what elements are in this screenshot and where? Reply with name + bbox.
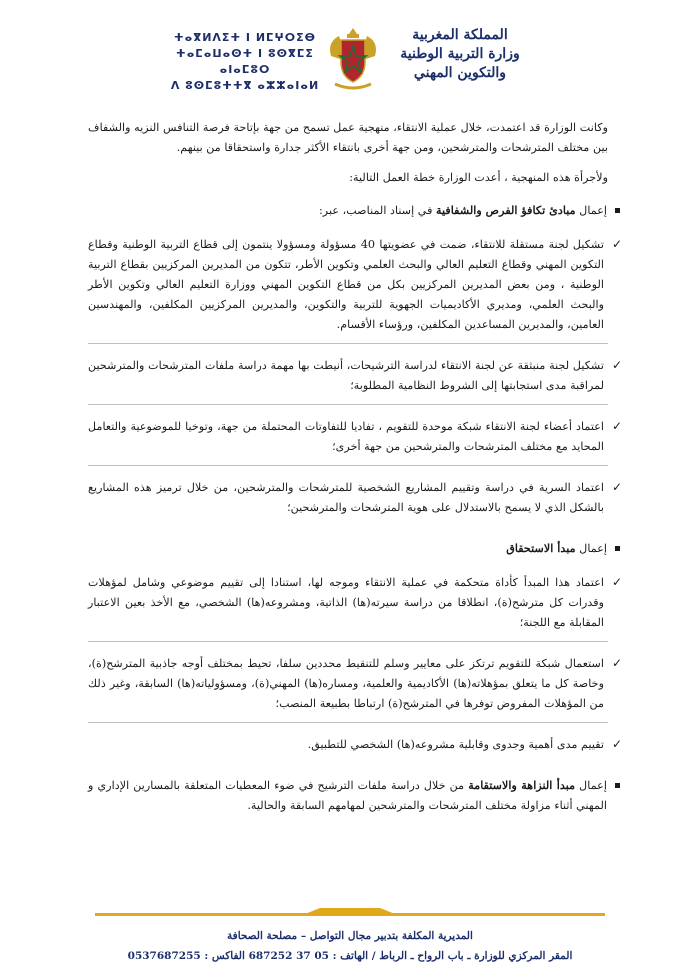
ministry-name: وزارة التربية الوطنية: [400, 46, 520, 62]
principle-heading: [88, 200, 608, 221]
kingdom-name: المملكة المغربية: [412, 27, 508, 43]
principle-section: [88, 538, 622, 763]
principle-heading: [88, 775, 608, 816]
footer-department: المديرية المكلفة بتدبير مجال التواصل – مصلحة الصحافة: [227, 930, 473, 942]
heading-suffix: في إسناد المناصب، عبر:: [319, 204, 437, 217]
square-bullet-icon: [615, 208, 620, 213]
footer: [70, 926, 630, 966]
list-item: ✓ تشكيل لجنة مستقلة للانتقاء، ضمت في عضويتها 40 مسؤولة ومسؤولا ينتمون إلى قطاع التربية الوطنية وقطاع التكوين المهني وقطاع التعليم العالي والبحث العلمي وتكوين الأطر، تتكون من المديرين المركزيين بقطاع التربية الوطنية ، ومن بعض المديرين المركزيين بكل من قطاع التكوين المهني ووزارة التعليم العالي وتكوين الأطر والبحث العلمي، ومديري الأكاديميات الجهوية للتربية والتكوين، والمديرين المركزيين المكلفين، والمهندسين العامين، والمديرين المساعدين المكلفين، ورؤساء الأقسام.: [88, 229, 608, 344]
principle-section: [88, 775, 608, 816]
intro-paragraph: ولأجرأة هذه المنهجية ، أعدت الوزارة خطة العمل التالية:: [349, 171, 608, 184]
checkmark-icon: ✓: [611, 358, 622, 372]
checkmark-icon: ✓: [611, 575, 622, 589]
heading-prefix: إعمال: [575, 204, 607, 217]
check-list: [88, 229, 622, 526]
footer-rule: [95, 913, 605, 916]
royal-coat-of-arms-icon: [325, 26, 381, 92]
heading-prefix: إعمال: [575, 779, 607, 792]
footer-contact: المقر المركزي للوزارة ـ باب الرواح ـ الرباط / الهاتف : 05 37 687252 الفاكس : 0537687255: [127, 950, 573, 962]
heading-prefix: إعمال: [575, 542, 607, 555]
check-list: [88, 567, 622, 763]
principle-title: مبدأ الاستحقاق: [506, 541, 576, 555]
list-item: ✓ اعتماد السرية في دراسة وتقييم المشاريع الشخصية للمترشحات والمترشحين، من خلال ترميز هذه المشاريع بالشكل الذي لا يسمح بالاستدلال على هوية المترشحات والمترشحين؛: [88, 480, 622, 514]
list-item: ✓ تشكيل لجنة منبثقة عن لجنة الانتقاء لدراسة الترشيحات، أنيطت بها مهمة دراسة ملفات المترشحات والمترشحين لمراقبة مدى استجابتها إلى الشروط النظامية المطلوبة؛: [88, 350, 608, 405]
list-item: ✓ اعتماد هذا المبدأ كأداة متحكمة في عملية الانتقاء وموجه لها، استنادا إلى تقييم موضوعي وشامل لمؤهلات وقدرات كل مترشح(ة)، انطلاقا من دراسة سيرته(ها) الذاتية، ومشروعه(ها) الشخصي، مع الأخذ بعين الاعتبار المقابلة مع اللجنة؛: [88, 567, 608, 642]
list-item: ✓ استعمال شبكة للتقويم ترتكز على معايير وسلم للتنقيط محددين سلفا، تحيط بمختلف أوجه جاذبية المترشح(ة)، وخاصة كل ما يتعلق بمؤهلاته(ها) الأكاديمية والعلمية، ومساره(ها) المهني(ة)، ومسؤولياته(ها) السابقة، وغير ذلك من المؤهلات المفروض توفرها في المترشح(ة) ارتباطا بطبيعة المنصب؛: [88, 648, 608, 723]
tifinagh-ministry-name: [170, 30, 320, 94]
intro-paragraph: وكانت الوزارة قد اعتمدت، خلال عملية الانتقاء، منهجية عمل تسمح من جهة بإتاحة فرصة التنافس النزيه والشفاف بين مختلف المترشحات والمترشحين، ومن جهة أخرى بانتقاء الأكثر جدارة واستحقاقا من بينهم.: [88, 121, 608, 154]
checkmark-icon: ✓: [611, 656, 622, 670]
principle-section: [88, 200, 622, 526]
tifinagh-line: ⵜⴰⴳⵍⴷⵉⵜ ⵏ ⵍⵎⵖⵔⵉⴱ: [173, 31, 316, 44]
square-bullet-icon: [615, 783, 620, 788]
checkmark-icon: ✓: [611, 480, 622, 494]
heading-suffix: من خلال دراسة ملفات الترشيح في ضوء المعطيات المتعلقة بالمسارين الإداري و المهني أثناء مزاولة مختلف المترشحات والمترشحين لمهامهم السابقة والحالية.: [88, 779, 607, 812]
list-item: ✓ اعتماد أعضاء لجنة الانتقاء شبكة موحدة للتقويم ، تفاديا للتفاوتات المحتملة من جهة، وتوخيا للموضوعية والتعامل المحايد مع مختلف المترشحات والمترشحين من جهة أخرى؛: [88, 411, 608, 466]
square-bullet-icon: [615, 546, 620, 551]
tifinagh-line: ⵜⴰⵎⴰⵡⴰⵙⵜ ⵏ ⵓⵙⴳⵎⵉ ⴰⵏⴰⵎⵓⵔ: [176, 47, 314, 76]
tifinagh-line: ⴷ ⵓⵙⵎⵓⵜⵜⴳ ⴰⵣⵣⴰⵏⴰⵍ: [170, 79, 320, 92]
checkmark-icon: ✓: [611, 737, 622, 751]
letterhead: [170, 26, 530, 96]
ministry-name-cont: والتكوين المهني: [413, 65, 507, 81]
checkmark-icon: ✓: [611, 419, 622, 433]
list-item: ✓ تقييم مدى أهمية وجدوى وقابلية مشروعه(ها) الشخصي للتطبيق.: [307, 737, 622, 751]
document-body: [88, 118, 622, 824]
checkmark-icon: ✓: [611, 237, 622, 251]
arabic-ministry-name: [390, 26, 530, 83]
principle-title: مبادئ تكافؤ الفرص والشفافية: [436, 203, 576, 217]
principle-heading: [88, 538, 608, 559]
principle-title: مبدأ النزاهة والاستقامة: [468, 778, 576, 792]
